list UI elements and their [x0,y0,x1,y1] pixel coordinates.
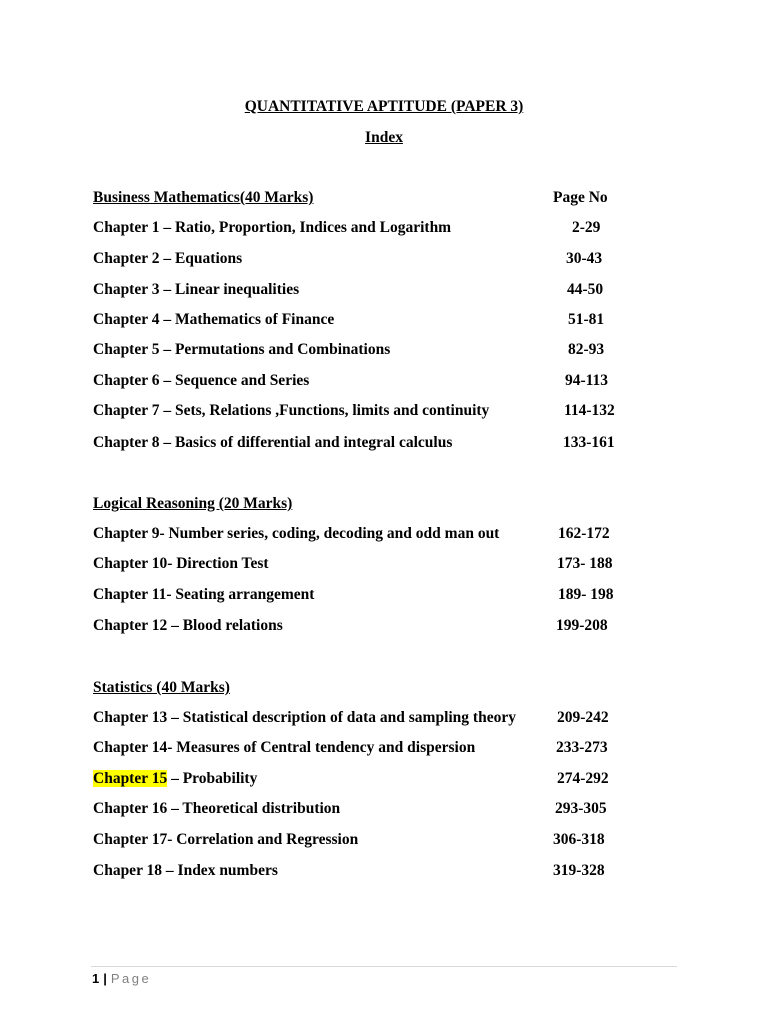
chapter-3-pages: 44-50 [567,281,604,298]
chapter-11-pages: 189- 198 [558,586,614,603]
section-heading-statistics: Statistics (40 Marks) [93,679,230,696]
chapter-18-title: Chaper 18 – Index numbers [93,862,278,879]
chapter-13-title: Chapter 13 – Statistical description of data and sampling theory [93,709,516,726]
chapter-9-title: Chapter 9- Number series, coding, decoding and odd man out [93,525,500,542]
footer-page-number: 1 [92,971,100,986]
chapter-7-title: Chapter 7 – Sets, Relations ,Functions, limits and continuity [93,402,490,419]
document-title: QUANTITATIVE APTITUDE (PAPER 3) [244,98,524,115]
chapter-15-highlighted-label: Chapter 15 [93,770,168,787]
page-no-column-label: Page No [553,189,608,206]
footer-separator: | [103,971,107,986]
chapter-4-title: Chapter 4 – Mathematics of Finance [93,311,335,328]
section-heading-business-mathematics: Business Mathematics(40 Marks) [93,189,314,206]
footer-page-word: Page [110,971,152,986]
chapter-15-pages: 274-292 [557,770,609,787]
chapter-15-title [93,769,257,789]
chapter-1-title: Chapter 1 – Ratio, Proportion, Indices and Logarithm [93,219,452,236]
chapter-3-title: Chapter 3 – Linear inequalities [93,281,300,298]
section-heading-logical-reasoning: Logical Reasoning (20 Marks) [93,495,293,512]
chapter-16-pages: 293-305 [555,800,607,817]
chapter-14-title: Chapter 14- Measures of Central tendency and dispersion [93,739,476,756]
chapter-17-title: Chapter 17- Correlation and Regression [93,831,359,848]
chapter-2-pages: 30-43 [566,250,603,267]
chapter-18-pages: 319-328 [553,862,605,879]
chapter-11-title: Chapter 11- Seating arrangement [93,586,315,603]
chapter-5-title: Chapter 5 – Permutations and Combinations [93,341,391,358]
chapter-2-title: Chapter 2 – Equations [93,250,243,267]
chapter-4-pages: 51-81 [568,311,605,328]
chapter-16-title: Chapter 16 – Theoretical distribution [93,800,341,817]
document-subtitle: Index [365,129,403,146]
chapter-13-pages: 209-242 [557,709,609,726]
chapter-12-title: Chapter 12 – Blood relations [93,617,283,634]
chapter-5-pages: 82-93 [568,341,605,358]
page-footer [92,970,151,988]
chapter-8-pages: 133-161 [563,434,615,451]
chapter-6-title: Chapter 6 – Sequence and Series [93,372,310,389]
chapter-14-pages: 233-273 [556,739,608,756]
footer-divider [91,966,677,967]
chapter-17-pages: 306-318 [553,831,605,848]
chapter-1-pages: 2-29 [572,219,601,236]
chapter-6-pages: 94-113 [565,372,609,389]
chapter-12-pages: 199-208 [556,617,608,634]
chapter-15-title-rest: – Probability [167,770,258,787]
chapter-8-title: Chapter 8 – Basics of differential and integral calculus [93,434,453,451]
chapter-10-title: Chapter 10- Direction Test [93,555,269,572]
chapter-9-pages: 162-172 [558,525,610,542]
chapter-7-pages: 114-132 [564,402,615,419]
chapter-10-pages: 173- 188 [557,555,613,572]
